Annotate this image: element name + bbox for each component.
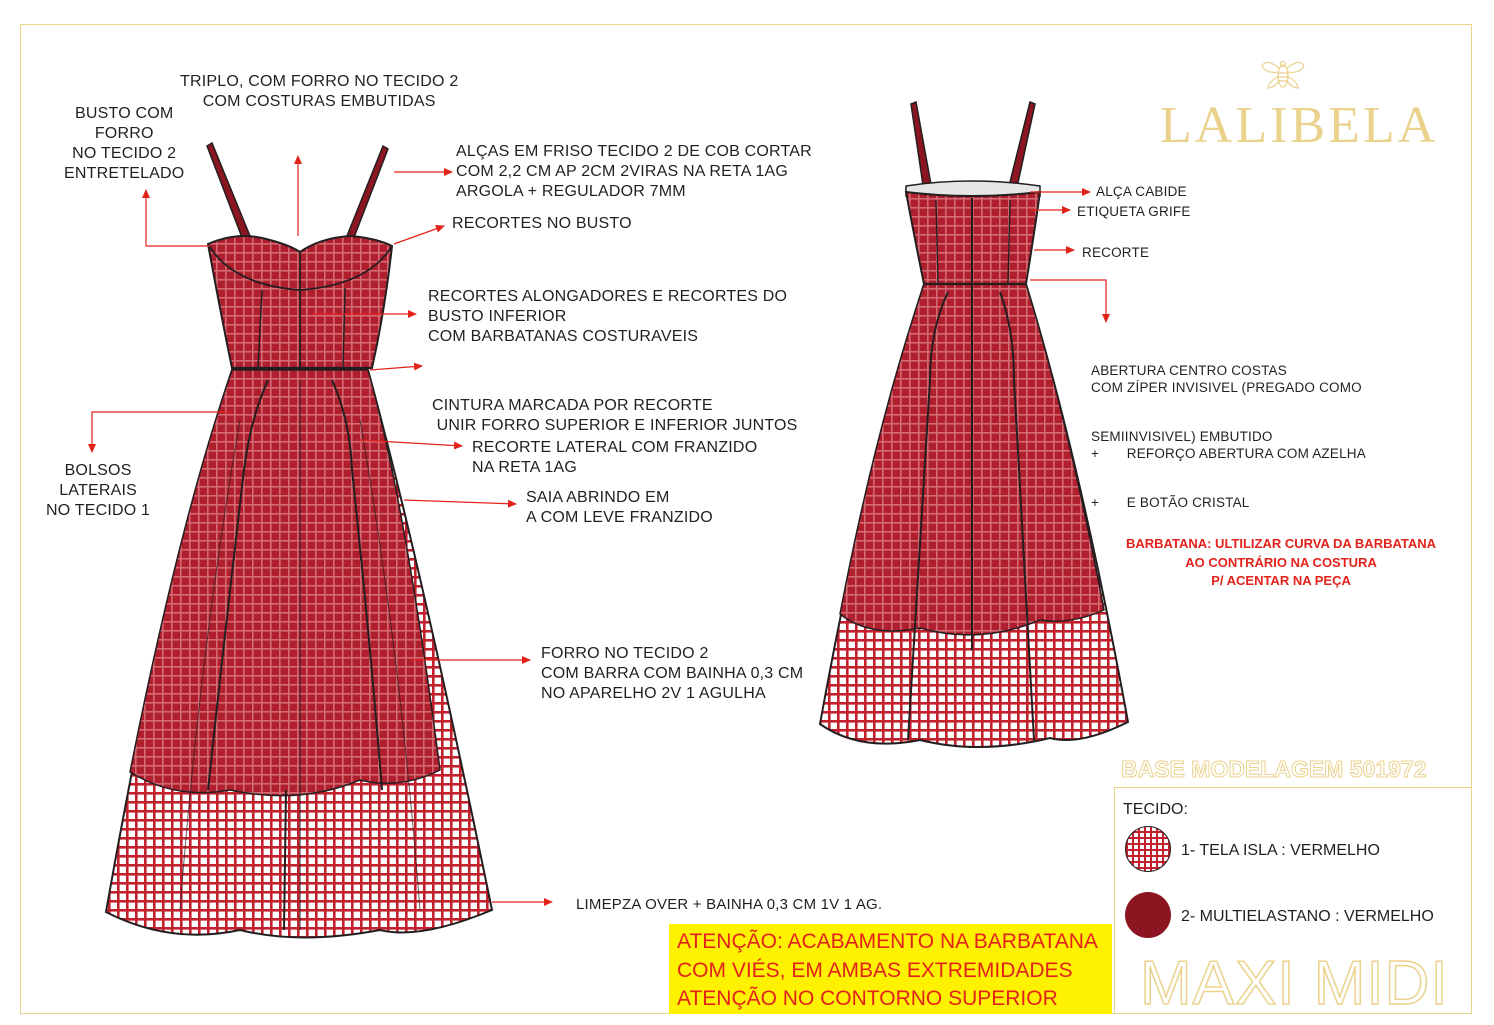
note-bolsos: BOLSOS LATERAIS NO TECIDO 1 bbox=[46, 462, 151, 519]
model-name: MAXI MIDI bbox=[1140, 949, 1449, 1018]
gingham-swatch-icon bbox=[1125, 826, 1171, 872]
note-alcas: ALÇAS EM FRISO TECIDO 2 DE COB CORTAR COM 2,2 CM AP 2CM 2VIRAS NA RETA 1AG ARGOLA + REGULADOR 7MM bbox=[456, 143, 812, 200]
note-recorte-lateral: RECORTE LATERAL COM FRANZIDO NA RETA 1AG bbox=[472, 439, 758, 476]
barbatana-note: BARBATANA: ULTILIZAR CURVA DA BARBATANA AO CONTRÁRIO NA COSTURA P/ ACENTAR NA PEÇA bbox=[1126, 536, 1437, 588]
note-saia: SAIA ABRINDO EM A COM LEVE FRANZIDO bbox=[526, 489, 713, 526]
note-abertura: ABERTURA CENTRO COSTAS COM ZÍPER INVISIVEL (PREGADO COMO SEMIINVISIVEL) EMBUTIDO + REFORÇO ABERTURA COM AZELHA + E BOTÃO CRISTAL bbox=[1091, 363, 1366, 510]
front-skirt-overlay bbox=[130, 370, 440, 796]
note-triplo: TRIPLO, COM FORRO NO TECIDO 2 COM COSTURAS EMBUTIDAS bbox=[180, 73, 459, 110]
note-alca-cabide: ALÇA CABIDE bbox=[1096, 184, 1187, 199]
back-dress bbox=[820, 102, 1128, 747]
front-strap-right bbox=[347, 146, 388, 240]
solid-swatch-icon bbox=[1125, 892, 1171, 938]
front-dress bbox=[106, 143, 492, 938]
warning-line-3: ATENÇÃO NO CONTORNO SUPERIOR bbox=[677, 987, 1058, 1010]
fabric-title: TECIDO: bbox=[1123, 801, 1188, 818]
note-forro: FORRO NO TECIDO 2 COM BARRA COM BAINHA 0,3 CM NO APARELHO 2V 1 AGULHA bbox=[541, 645, 804, 702]
bee-logo-icon bbox=[1260, 56, 1306, 92]
back-strap-right bbox=[1008, 102, 1035, 192]
warning-box bbox=[669, 924, 1112, 1014]
note-cintura: CINTURA MARCADA POR RECORTE UNIR FORRO SUPERIOR E INFERIOR JUNTOS bbox=[432, 397, 798, 434]
warning-line-2: COM VIÉS, EM AMBAS EXTREMIDADES bbox=[677, 958, 1073, 982]
note-etiqueta: ETIQUETA GRIFE bbox=[1077, 204, 1191, 219]
brand-logo-text: LALIBELA bbox=[1160, 97, 1439, 154]
note-limpeza: LIMEPZA OVER + BAINHA 0,3 CM 1V 1 AG. bbox=[576, 896, 883, 913]
back-strap-left bbox=[911, 102, 932, 192]
base-modelagem: BASE MODELAGEM 501972 bbox=[1121, 756, 1427, 782]
fabric-item-2: 2- MULTIELASTANO : VERMELHO bbox=[1181, 908, 1434, 925]
note-recortes-alongadores: RECORTES ALONGADORES E RECORTES DO BUSTO INFERIOR COM BARBATANAS COSTURAVEIS bbox=[428, 288, 788, 345]
note-busto: BUSTO COM FORRO NO TECIDO 2 ENTRETELADO bbox=[64, 105, 185, 182]
note-recortes-busto: RECORTES NO BUSTO bbox=[452, 215, 632, 232]
front-strap-left bbox=[207, 143, 250, 240]
fabric-item-1: 1- TELA ISLA : VERMELHO bbox=[1181, 842, 1380, 859]
warning-line-1: ATENÇÃO: ACABAMENTO NA BARBATANA bbox=[677, 930, 1098, 953]
note-recorte: RECORTE bbox=[1082, 245, 1150, 260]
